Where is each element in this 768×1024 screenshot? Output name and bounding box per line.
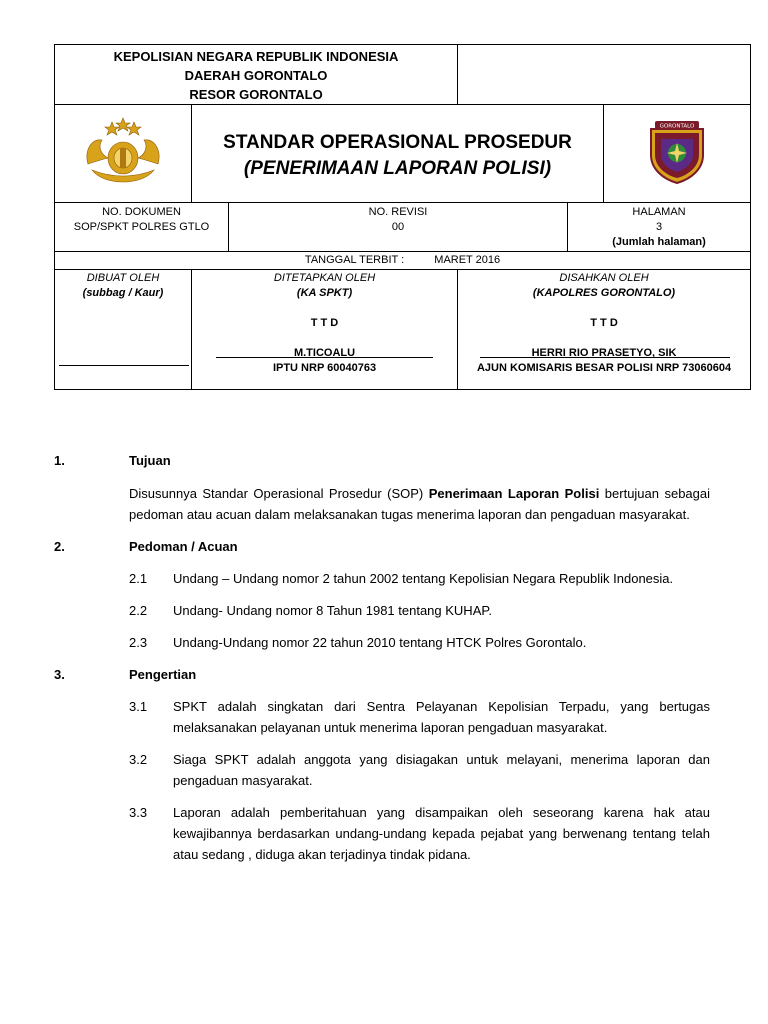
item-text: Undang-Undang nomor 22 tahun 2010 tentang HTCK Polres Gorontalo. (173, 635, 587, 650)
list-item (129, 749, 710, 791)
approved-role: (KAPOLRES GORONTALO) (532, 287, 676, 299)
set-by-role: (KA SPKT) (296, 287, 353, 299)
org-cell (55, 45, 458, 105)
list-item (129, 696, 710, 738)
item-number: 2.3 (129, 635, 148, 650)
made-by-role: (subbag / Kaur) (82, 287, 164, 299)
purpose-text-post: bertujuan sebagai pedoman atau acuan dalam melaksanakan tugas menerima laporan dan pengaduan masyarakat. (129, 486, 710, 522)
right-logo-cell (604, 105, 751, 203)
item-text: SPKT adalah singkatan dari Sentra Pelayanan Kepolisian Terpadu, yang bertugas melaksanakan pelayanan untuk menerima laporan pengaduan masyarakat. (173, 699, 710, 735)
set-by-cell (192, 270, 458, 390)
made-by-label: DIBUAT OLEH (86, 272, 160, 284)
polres-badge-icon (641, 115, 713, 187)
item-number: 2.2 (129, 603, 148, 618)
item-text: Undang- Undang nomor 8 Tahun 1981 tentang KUHAP. (173, 603, 492, 618)
section-1 (54, 450, 710, 471)
section-3 (54, 664, 710, 685)
revision-label: NO. REVISI (368, 206, 428, 218)
section-title: Pedoman / Acuan (129, 539, 238, 554)
purpose-paragraph (129, 483, 710, 525)
item-text: Undang – Undang nomor 2 tahun 2002 tentang Kepolisian Negara Republik Indonesia. (173, 571, 674, 586)
badge-text: GORONTALO (659, 123, 695, 130)
approved-signature-line (480, 357, 730, 358)
page-subtitle: (PENERIMAAN LAPORAN POLISI) (243, 158, 552, 179)
approved-cell (458, 270, 751, 390)
page-label: HALAMAN (632, 206, 686, 218)
set-by-signature-line (216, 357, 433, 358)
issue-date-label: TANGGAL TERBIT : (304, 254, 405, 266)
item-number: 3.2 (129, 752, 148, 767)
list-item (129, 802, 710, 865)
issue-date-cell (55, 252, 751, 270)
issue-date-value: MARET 2016 (434, 254, 501, 266)
set-by-sign: T T D (310, 317, 339, 329)
doc-no-value: SOP/SPKT POLRES GTLO (73, 221, 210, 233)
doc-no-label: NO. DOKUMEN (102, 206, 181, 218)
item-number: 2.1 (129, 571, 148, 586)
set-by-rank: IPTU NRP 60040763 (272, 362, 377, 374)
list-item (129, 568, 710, 589)
approved-name: HERRI RIO PRASETYO, SIK (531, 347, 677, 359)
list-item (129, 600, 710, 621)
page-title: STANDAR OPERASIONAL PROSEDUR (223, 132, 572, 153)
section-number: 2. (54, 539, 65, 554)
revision-cell (229, 203, 568, 252)
document-header (54, 44, 751, 390)
section-number: 3. (54, 667, 65, 682)
made-by-cell (55, 270, 192, 390)
section-title: Tujuan (129, 453, 171, 468)
purpose-text-bold: Penerimaan Laporan Polisi (428, 486, 600, 501)
org-line-1: KEPOLISIAN NEGARA REPUBLIK INDONESIA (113, 49, 399, 64)
title-cell (192, 105, 604, 203)
page-note: (Jumlah halaman) (612, 236, 706, 248)
police-emblem-icon (78, 116, 168, 186)
item-text: Laporan adalah pemberitahuan yang disampaikan oleh seseorang karena hak atau kewajibannya berdasarkan undang-undang kepada pejabat yang berwenang tentang telah atau sedang , diduga akan terjadinya tindak pidana. (173, 805, 710, 862)
revision-value: 00 (391, 221, 405, 233)
document-body (54, 450, 710, 865)
section-number: 1. (54, 453, 65, 468)
approved-label: DISAHKAN OLEH (559, 272, 649, 284)
section-title: Pengertian (129, 667, 197, 682)
approved-sign: T T D (590, 317, 618, 329)
set-by-name: M.TICOALU (293, 347, 356, 359)
set-by-label: DITETAPKAN OLEH (273, 272, 376, 284)
item-number: 3.1 (129, 699, 148, 714)
list-item (129, 632, 710, 653)
org-line-2: DAERAH GORONTALO (184, 68, 328, 83)
page-count-cell (568, 203, 751, 252)
doc-no-cell (55, 203, 229, 252)
org-line-3: RESOR GORONTALO (189, 87, 323, 102)
made-by-signature-line (59, 365, 189, 366)
org-empty-cell (458, 45, 751, 105)
left-logo-cell (55, 105, 192, 203)
section-2 (54, 536, 710, 557)
approved-rank: AJUN KOMISARIS BESAR POLISI NRP 73060604 (476, 362, 732, 374)
item-number: 3.3 (129, 805, 148, 820)
item-text: Siaga SPKT adalah anggota yang disiagakan untuk melayani, menerima laporan dan pengaduan masyarakat. (173, 752, 710, 788)
page-value: 3 (655, 221, 663, 233)
purpose-text-pre: Disusunnya Standar Operasional Prosedur (SOP) (129, 486, 429, 501)
